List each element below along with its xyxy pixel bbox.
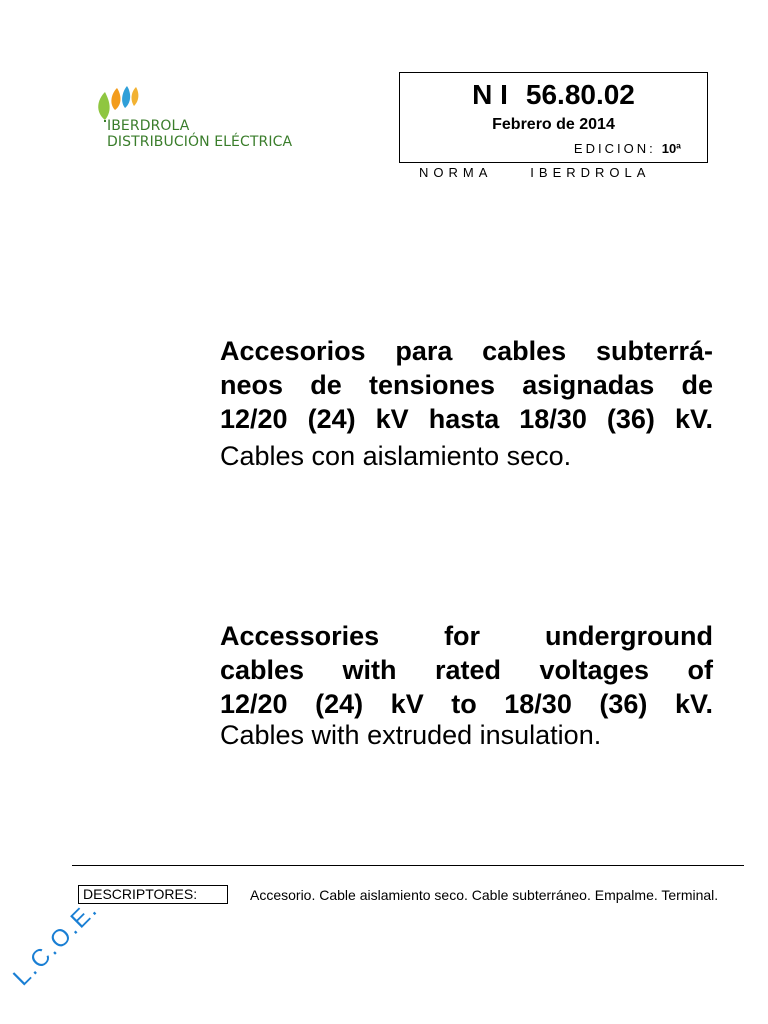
iberdrola-logo	[95, 82, 335, 162]
edition-value: 10ª	[661, 141, 681, 156]
subtitle-english: Cables with extruded insulation.	[220, 720, 602, 750]
title-spanish	[220, 334, 713, 436]
title-es-line-1: Accesorios para cables subterrá-	[220, 336, 713, 366]
title-en-line-3: 12/20 (24) kV to 18/30 (36) kV.	[220, 689, 713, 719]
title-es-line-3: 12/20 (24) kV hasta 18/30 (36) kV.	[220, 404, 713, 434]
logo-line-1: IBERDROLA	[107, 118, 190, 134]
edition-label: EDICION:	[573, 141, 656, 156]
standard-prefix: N I	[472, 79, 508, 110]
title-en-line-1: Accessories for underground	[220, 621, 713, 651]
norma-label: NORMA IBERDROLA	[419, 165, 651, 180]
leaf-logo-icon	[95, 82, 155, 122]
subtitle-spanish: Cables con aislamiento seco.	[220, 441, 572, 471]
descriptors-text: Accesorio. Cable aislamiento seco. Cable subterráneo. Empalme. Terminal.	[250, 887, 719, 903]
logo-line-2: DISTRIBUCIÓN ELÉCTRICA	[107, 134, 293, 150]
descriptors-label: DESCRIPTORES:	[78, 885, 228, 904]
standard-date: Febrero de 2014	[492, 116, 615, 133]
title-english	[220, 619, 713, 721]
standard-box	[399, 72, 708, 163]
standard-number	[400, 79, 707, 111]
divider	[72, 865, 744, 866]
lcoe-stamp: L.C.O.E.	[8, 895, 104, 992]
title-es-line-2: neos de tensiones asignadas de	[220, 370, 713, 400]
title-en-line-2: cables with rated voltages of	[220, 655, 713, 685]
standard-code: 56.80.02	[525, 79, 635, 110]
edition	[574, 141, 681, 156]
